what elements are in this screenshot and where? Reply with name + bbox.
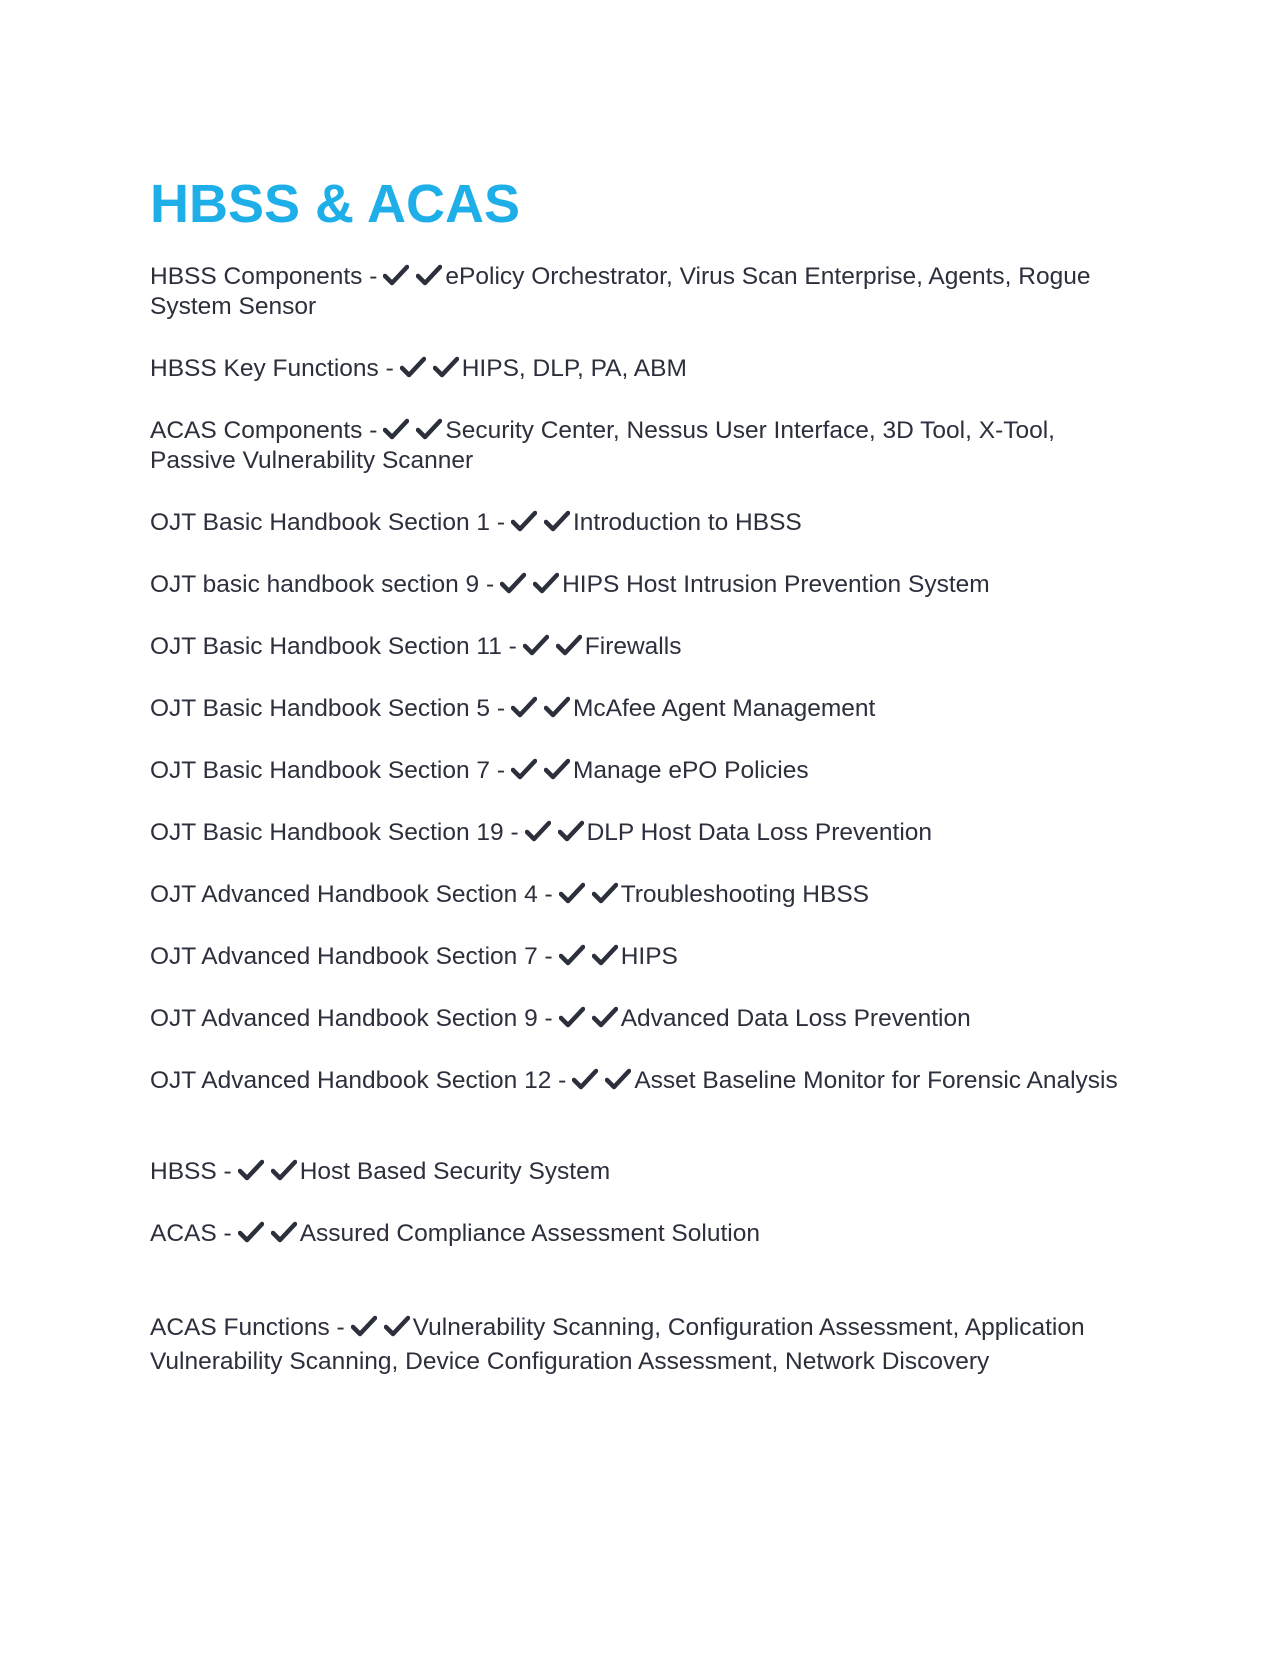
entry-acas-functions: [150, 1311, 1130, 1379]
entry-ojt-advanced-section-4: [150, 880, 1130, 910]
entry-acas: [150, 1219, 1130, 1249]
entry-definition: Firewalls: [584, 633, 682, 660]
entry-term: OJT Advanced Handbook Section 7 -: [150, 943, 553, 970]
check-mark-icon: [559, 944, 585, 966]
entry-term: HBSS -: [150, 1158, 232, 1185]
check-mark-icon: [592, 1006, 618, 1028]
check-mark-icon: [592, 882, 618, 904]
entry-term: OJT Basic Handbook Section 11 -: [150, 633, 517, 660]
entry-definition: HIPS, DLP, PA, ABM: [461, 355, 687, 382]
entry-term: HBSS Components -: [150, 263, 378, 290]
check-mark-icon: [383, 264, 409, 286]
entry-definition: Security Center, Nessus User Interface, 3D Tool, X-Tool, Passive Vulnerability Scanner: [150, 417, 1055, 474]
check-mark-icon: [416, 418, 442, 440]
check-mark-icon: [500, 572, 526, 594]
entry-term: HBSS Key Functions -: [150, 355, 394, 382]
check-mark-icon: [383, 418, 409, 440]
entry-definition: Asset Baseline Monitor for Forensic Analysis: [634, 1067, 1118, 1094]
check-mark-icon: [533, 572, 559, 594]
entry-acas-components: [150, 416, 1130, 476]
entry-ojt-basic-section-19: [150, 818, 1130, 848]
entry-hbss-components: [150, 262, 1130, 322]
check-mark-icon: [559, 882, 585, 904]
entry-term: OJT Basic Handbook Section 5 -: [150, 695, 505, 722]
check-mark-icon: [605, 1068, 631, 1090]
check-mark-icon: [556, 634, 582, 656]
check-mark-icon: [544, 696, 570, 718]
check-mark-icon: [416, 264, 442, 286]
check-mark-icon: [558, 820, 584, 842]
entry-term: ACAS Functions -: [150, 1314, 345, 1341]
entry-term: ACAS -: [150, 1220, 232, 1247]
entry-definition: Introduction to HBSS: [572, 509, 802, 536]
entry-definition: McAfee Agent Management: [572, 695, 876, 722]
entry-term: OJT Advanced Handbook Section 9 -: [150, 1005, 553, 1032]
check-mark-icon: [400, 356, 426, 378]
entry-definition: ePolicy Orchestrator, Virus Scan Enterprise, Agents, Rogue System Sensor: [150, 263, 1091, 320]
entry-ojt-basic-section-11: [150, 632, 1130, 662]
check-mark-icon: [592, 944, 618, 966]
check-mark-icon: [511, 758, 537, 780]
entry-ojt-basic-section-9: [150, 570, 1130, 600]
entry-definition: Advanced Data Loss Prevention: [620, 1005, 971, 1032]
check-mark-icon: [511, 696, 537, 718]
check-mark-icon: [523, 634, 549, 656]
entry-definition: Troubleshooting HBSS: [620, 881, 870, 908]
check-mark-icon: [238, 1221, 264, 1243]
entry-definition: Assured Compliance Assessment Solution: [299, 1220, 760, 1247]
entry-term: OJT Basic Handbook Section 19 -: [150, 819, 519, 846]
entry-term: OJT Basic Handbook Section 7 -: [150, 757, 505, 784]
check-mark-icon: [544, 758, 570, 780]
entry-definition: Vulnerability Scanning, Configuration Assessment, Application Vulnerability Scanning, Device Configuration Assessment, Network Discovery: [150, 1314, 1085, 1375]
check-mark-icon: [525, 820, 551, 842]
entry-term: OJT Advanced Handbook Section 4 -: [150, 881, 553, 908]
check-mark-icon: [351, 1315, 377, 1337]
check-mark-icon: [544, 510, 570, 532]
entry-definition: DLP Host Data Loss Prevention: [586, 819, 933, 846]
check-mark-icon: [271, 1159, 297, 1181]
entry-definition: Host Based Security System: [299, 1158, 611, 1185]
entry-ojt-basic-section-5: [150, 694, 1130, 724]
entry-ojt-advanced-section-7: [150, 942, 1130, 972]
entry-ojt-advanced-section-12: [150, 1066, 1130, 1096]
check-mark-icon: [271, 1221, 297, 1243]
entry-hbss: [150, 1157, 1130, 1187]
entry-term: ACAS Components -: [150, 417, 378, 444]
check-mark-icon: [511, 510, 537, 532]
entry-term: OJT Basic Handbook Section 1 -: [150, 509, 505, 536]
entry-definition: HIPS: [620, 943, 678, 970]
check-mark-icon: [572, 1068, 598, 1090]
entry-ojt-advanced-section-9: [150, 1004, 1130, 1034]
check-mark-icon: [384, 1315, 410, 1337]
entry-term: OJT basic handbook section 9 -: [150, 571, 495, 598]
entry-term: OJT Advanced Handbook Section 12 -: [150, 1067, 567, 1094]
entry-ojt-basic-section-1: [150, 508, 1130, 538]
check-mark-icon: [238, 1159, 264, 1181]
page-title: HBSS & ACAS: [150, 174, 521, 234]
check-mark-icon: [433, 356, 459, 378]
entry-definition: Manage ePO Policies: [572, 757, 809, 784]
entry-hbss-key-functions: [150, 354, 1130, 384]
entry-ojt-basic-section-7: [150, 756, 1130, 786]
entry-definition: HIPS Host Intrusion Prevention System: [562, 571, 990, 598]
check-mark-icon: [559, 1006, 585, 1028]
